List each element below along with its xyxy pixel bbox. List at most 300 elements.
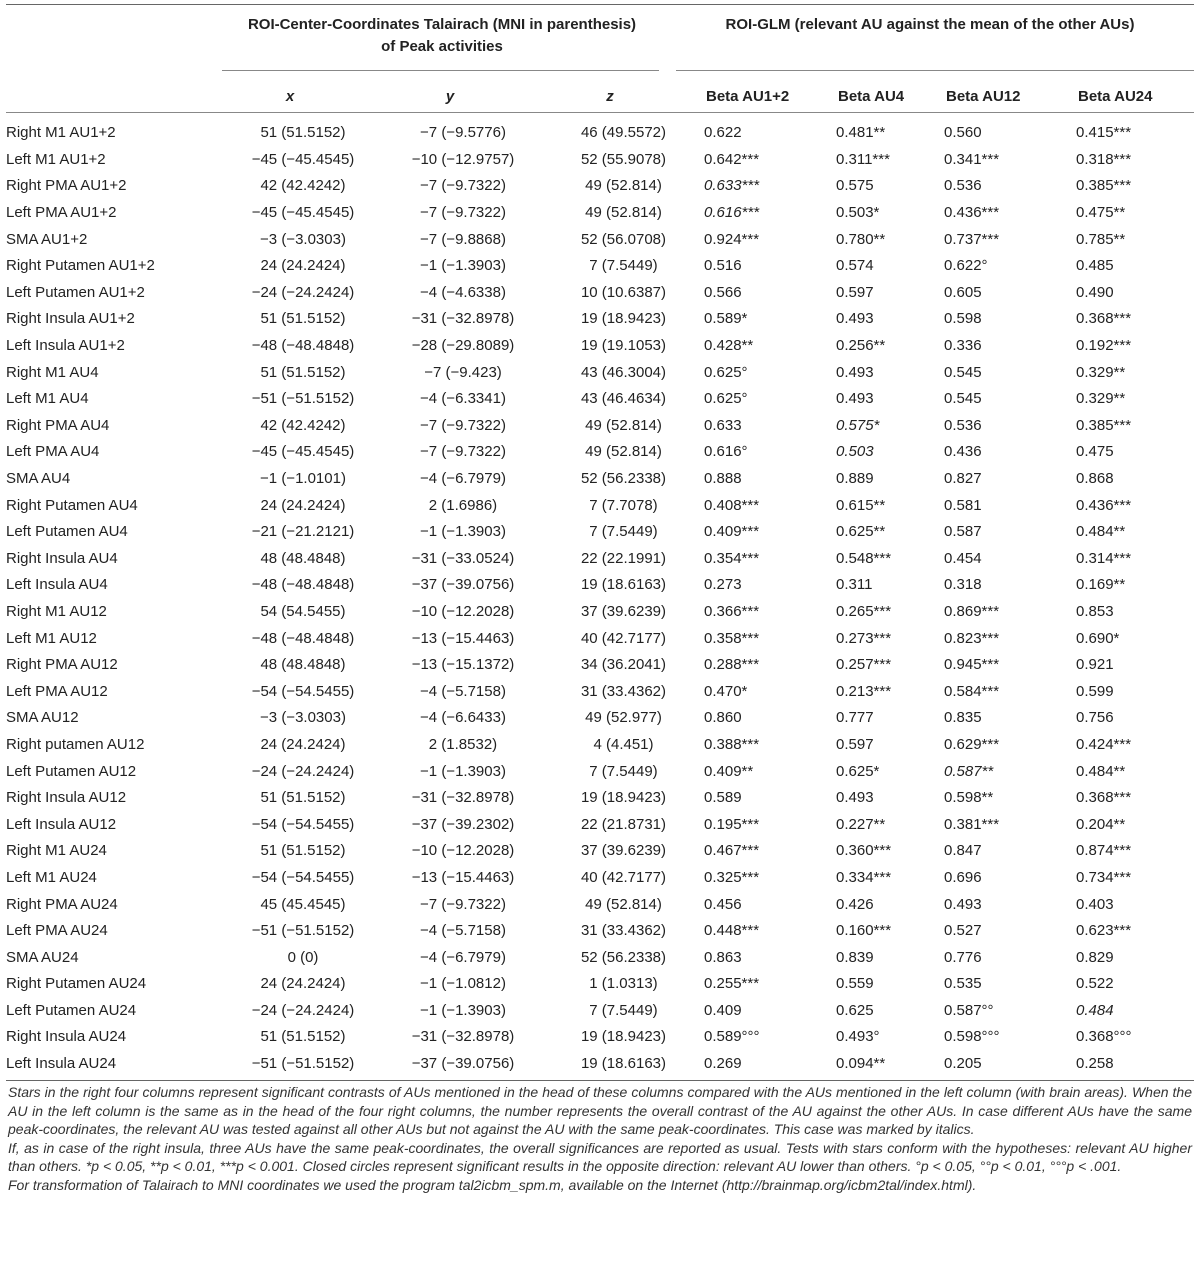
beta-au1-2-cell: 0.195***	[704, 815, 760, 833]
footnote-1: Stars in the right four columns represent significant contrasts of AUs mentioned in the head of these columns compared with the AUs mentioned in the left column (with brain areas). When the AU in the left column is the same as in the head of the four right columns, the number represents the overall contrast of the AU against the other AUs. In case different AUs have the same peak-coordinates, the relevant AU was tested against all other AUs but not against the AU with the same peak-coordinates. This case was marked by italics.	[8, 1084, 1192, 1137]
region-cell: Right M1 AU12	[6, 602, 107, 620]
beta-au1-2-cell: 0.456	[704, 895, 742, 913]
beta-au4-cell: 0.360***	[836, 842, 892, 860]
beta-au1-2-cell: 0.633***	[704, 177, 760, 195]
z-cell: 49 (52.814)	[585, 416, 662, 434]
beta-au12-cell: 0.737***	[944, 230, 1000, 248]
beta-au4-cell: 0.615**	[836, 496, 886, 514]
x-cell: −48 (−48.4848)	[251, 629, 355, 647]
beta-au4-cell: 0.503*	[836, 204, 880, 222]
beta-au1-2-cell: 0.255***	[704, 975, 760, 993]
y-cell: −1 (−1.0812)	[420, 975, 506, 993]
table-row	[6, 306, 1194, 333]
beta-au1-2-cell: 0.863	[704, 948, 742, 966]
y-cell: −1 (−1.3903)	[420, 257, 506, 275]
table-row	[6, 599, 1194, 626]
y-cell: −13 (−15.4463)	[411, 629, 515, 647]
beta-au4-cell: 0.597	[836, 735, 874, 753]
x-cell: −51 (−51.5152)	[251, 922, 355, 940]
x-cell: 51 (51.5152)	[260, 842, 346, 860]
beta-au12-cell: 0.587**	[944, 762, 994, 780]
table-row	[6, 678, 1194, 705]
beta-au4-cell: 0.889	[836, 470, 874, 488]
region-cell: Left PMA AU4	[6, 443, 100, 461]
z-cell: 31 (33.4362)	[580, 682, 667, 700]
z-cell: 22 (21.8731)	[580, 815, 667, 833]
table-row	[6, 838, 1194, 865]
column-header-beta-au4: Beta AU4	[838, 88, 905, 105]
x-cell: −45 (−45.4545)	[251, 443, 355, 461]
beta-au24-cell: 0.599	[1076, 682, 1114, 700]
y-cell: −1 (−1.3903)	[420, 523, 506, 541]
beta-au24-cell: 0.192***	[1076, 337, 1132, 355]
region-cell: Right PMA AU1+2	[6, 177, 127, 195]
beta-au24-cell: 0.868	[1076, 470, 1114, 488]
z-cell: 37 (39.6239)	[580, 842, 667, 860]
x-cell: −21 (−21.2121)	[251, 523, 355, 541]
y-cell: −31 (−33.0524)	[411, 549, 515, 567]
beta-au12-cell: 0.536	[944, 416, 982, 434]
z-cell: 19 (18.9423)	[580, 789, 667, 807]
x-cell: 24 (24.2424)	[260, 496, 346, 514]
z-cell: 19 (19.1053)	[580, 337, 667, 355]
x-cell: −51 (−51.5152)	[251, 390, 355, 408]
region-cell: Left M1 AU24	[6, 868, 97, 886]
beta-au4-cell: 0.493	[836, 789, 874, 807]
y-cell: −7 (−9.7322)	[420, 177, 506, 195]
y-cell: −13 (−15.4463)	[411, 868, 515, 886]
beta-au24-cell: 0.921	[1076, 656, 1114, 674]
region-cell: Right Putamen AU1+2	[6, 257, 155, 275]
beta-au4-cell: 0.597	[836, 283, 874, 301]
y-cell: −31 (−32.8978)	[411, 310, 515, 328]
z-cell: 52 (55.9078)	[580, 150, 667, 168]
region-cell: Right Insula AU4	[6, 549, 118, 567]
region-cell: Right M1 AU4	[6, 363, 99, 381]
beta-au12-cell: 0.205	[944, 1055, 982, 1073]
y-cell: −10 (−12.9757)	[411, 150, 515, 168]
beta-au1-2-cell: 0.516	[704, 257, 742, 275]
beta-au24-cell: 0.874***	[1076, 842, 1132, 860]
beta-au24-cell: 0.756	[1076, 709, 1114, 727]
y-cell: −10 (−12.2028)	[411, 602, 515, 620]
y-cell: 2 (1.6986)	[428, 496, 498, 514]
beta-au4-cell: 0.625**	[836, 523, 886, 541]
y-cell: −7 (−9.7322)	[420, 416, 506, 434]
beta-au24-cell: 0.329**	[1076, 390, 1126, 408]
beta-au4-cell: 0.213***	[836, 682, 892, 700]
beta-au24-cell: 0.785**	[1076, 230, 1126, 248]
y-cell: −37 (−39.0756)	[411, 1055, 515, 1073]
region-cell: Left Insula AU24	[6, 1055, 117, 1073]
beta-au1-2-cell: 0.354***	[704, 549, 760, 567]
y-cell: −1 (−1.3903)	[420, 1001, 506, 1019]
y-cell: −4 (−5.7158)	[420, 922, 506, 940]
y-cell: −7 (−9.8868)	[420, 230, 506, 248]
x-cell: −24 (−24.2424)	[251, 762, 355, 780]
beta-au12-cell: 0.545	[944, 390, 982, 408]
region-cell: Left Insula AU12	[6, 815, 117, 833]
table-row	[6, 572, 1194, 599]
table-row	[6, 173, 1194, 200]
y-cell: −7 (−9.7322)	[420, 204, 506, 222]
beta-au24-cell: 0.522	[1076, 975, 1114, 993]
z-cell: 7 (7.7078)	[589, 496, 658, 514]
region-cell: Left Insula AU1+2	[6, 337, 125, 355]
group-header-coordinates: ROI-Center-Coordinates Talairach (MNI in parenthesis) of Peak activities	[247, 16, 637, 55]
z-cell: 22 (22.1991)	[580, 549, 667, 567]
beta-au12-cell: 0.560	[944, 124, 982, 142]
beta-au12-cell: 0.454	[944, 549, 982, 567]
x-cell: 51 (51.5152)	[260, 124, 346, 142]
beta-au12-cell: 0.945***	[944, 656, 1000, 674]
beta-au4-cell: 0.227**	[836, 815, 886, 833]
beta-au4-cell: 0.311***	[836, 150, 890, 168]
region-cell: Left Putamen AU4	[6, 523, 128, 541]
beta-au4-cell: 0.257***	[836, 656, 892, 674]
beta-au4-cell: 0.780**	[836, 230, 886, 248]
table-row	[6, 519, 1194, 546]
beta-au24-cell: 0.204**	[1076, 815, 1126, 833]
y-cell: −7 (−9.7322)	[420, 895, 506, 913]
beta-au24-cell: 0.329**	[1076, 363, 1126, 381]
table-row	[6, 785, 1194, 812]
beta-au12-cell: 0.318	[944, 576, 982, 594]
x-cell: −48 (−48.4848)	[251, 337, 355, 355]
region-cell: Left PMA AU1+2	[6, 204, 117, 222]
x-cell: −54 (−54.5455)	[251, 868, 355, 886]
beta-au1-2-cell: 0.366***	[704, 602, 760, 620]
beta-au1-2-cell: 0.288***	[704, 656, 760, 674]
beta-au4-cell: 0.493°	[836, 1028, 880, 1046]
z-cell: 4 (4.451)	[593, 735, 654, 753]
y-cell: −1 (−1.3903)	[420, 762, 506, 780]
x-cell: 51 (51.5152)	[260, 789, 346, 807]
beta-au4-cell: 0.426	[836, 895, 874, 913]
beta-au12-cell: 0.869***	[944, 602, 1000, 620]
x-cell: −51 (−51.5152)	[251, 1055, 355, 1073]
y-cell: −4 (−6.3341)	[420, 390, 506, 408]
beta-au24-cell: 0.368***	[1076, 789, 1132, 807]
beta-au12-cell: 0.776	[944, 948, 982, 966]
beta-au1-2-cell: 0.448***	[704, 922, 760, 940]
beta-au12-cell: 0.587	[944, 523, 982, 541]
region-cell: Right Insula AU1+2	[6, 310, 135, 328]
footnote-2: If, as in case of the right insula, three AUs have the same peak-coordinates, the overall significances are reported as usual. Tests with stars conform with the hypotheses: relevant AU higher than others. *p < 0.05, **p < 0.01, ***p < 0.001. Closed circles represent significant results in the opposite direction: relevant AU lower than others. °p < 0.05, °°p < 0.01, °°°p < .001.	[8, 1139, 1192, 1174]
z-cell: 49 (52.814)	[585, 895, 662, 913]
beta-au1-2-cell: 0.633	[704, 416, 742, 434]
beta-au12-cell: 0.629***	[944, 735, 1000, 753]
y-cell: −4 (−6.7979)	[420, 470, 506, 488]
beta-au1-2-cell: 0.616°	[704, 443, 748, 461]
region-cell: SMA AU12	[6, 709, 79, 727]
beta-au12-cell: 0.847	[944, 842, 982, 860]
region-cell: Left Putamen AU12	[6, 762, 137, 780]
z-cell: 7 (7.5449)	[589, 257, 658, 275]
beta-au12-cell: 0.584***	[944, 682, 1000, 700]
beta-au24-cell: 0.623***	[1076, 922, 1132, 940]
z-cell: 19 (18.6163)	[580, 576, 667, 594]
table-row	[6, 120, 1194, 147]
x-cell: −54 (−54.5455)	[251, 815, 355, 833]
beta-au1-2-cell: 0.269	[704, 1055, 742, 1073]
beta-au24-cell: 0.734***	[1076, 868, 1132, 886]
beta-au24-cell: 0.258	[1076, 1055, 1114, 1073]
x-cell: −24 (−24.2424)	[251, 283, 355, 301]
y-cell: −31 (−32.8978)	[411, 789, 515, 807]
beta-au4-cell: 0.493	[836, 310, 874, 328]
z-cell: 37 (39.6239)	[580, 602, 667, 620]
beta-au1-2-cell: 0.589°°°	[704, 1028, 760, 1046]
beta-au12-cell: 0.581	[944, 496, 982, 514]
table-row	[6, 758, 1194, 785]
column-header-z: z	[606, 88, 614, 105]
z-cell: 49 (52.977)	[585, 709, 662, 727]
z-cell: 52 (56.2338)	[580, 470, 667, 488]
x-cell: 24 (24.2424)	[260, 975, 346, 993]
beta-au24-cell: 0.415***	[1076, 124, 1132, 142]
x-cell: 51 (51.5152)	[260, 1028, 346, 1046]
beta-au24-cell: 0.490	[1076, 283, 1114, 301]
y-cell: −31 (−32.8978)	[411, 1028, 515, 1046]
beta-au24-cell: 0.690*	[1076, 629, 1120, 647]
column-header-beta-au1-2: Beta AU1+2	[706, 88, 790, 105]
beta-au12-cell: 0.835	[944, 709, 982, 727]
y-cell: −37 (−39.0756)	[411, 576, 515, 594]
beta-au24-cell: 0.475	[1076, 443, 1114, 461]
beta-au12-cell: 0.436	[944, 443, 982, 461]
y-cell: −28 (−29.8089)	[411, 337, 515, 355]
beta-au24-cell: 0.436***	[1076, 496, 1132, 514]
table-row	[6, 386, 1194, 413]
beta-au4-cell: 0.575*	[836, 416, 880, 434]
beta-au1-2-cell: 0.625°	[704, 390, 748, 408]
z-cell: 7 (7.5449)	[589, 523, 658, 541]
beta-au1-2-cell: 0.409**	[704, 762, 754, 780]
column-header-y: y	[445, 88, 455, 105]
beta-au12-cell: 0.622°	[944, 257, 988, 275]
region-cell: Right M1 AU1+2	[6, 124, 116, 142]
region-cell: Left Insula AU4	[6, 576, 108, 594]
region-cell: Left Putamen AU1+2	[6, 283, 145, 301]
table-row	[6, 732, 1194, 759]
group-rule-coordinates	[222, 70, 659, 71]
beta-au1-2-cell: 0.409***	[704, 523, 760, 541]
x-cell: 48 (48.4848)	[260, 656, 346, 674]
x-cell: −3 (−3.0303)	[260, 709, 346, 727]
column-header-x: x	[285, 88, 295, 105]
beta-au4-cell: 0.256**	[836, 337, 886, 355]
beta-au24-cell: 0.403	[1076, 895, 1114, 913]
z-cell: 19 (18.6163)	[580, 1055, 667, 1073]
region-cell: Left M1 AU12	[6, 629, 97, 647]
beta-au12-cell: 0.696	[944, 868, 982, 886]
beta-au24-cell: 0.368***	[1076, 310, 1132, 328]
beta-au24-cell: 0.484**	[1076, 523, 1126, 541]
z-cell: 49 (52.814)	[585, 204, 662, 222]
beta-au1-2-cell: 0.428**	[704, 337, 754, 355]
beta-au1-2-cell: 0.358***	[704, 629, 760, 647]
beta-au12-cell: 0.605	[944, 283, 982, 301]
table-row	[6, 865, 1194, 892]
x-cell: 51 (51.5152)	[260, 363, 346, 381]
beta-au4-cell: 0.575	[836, 177, 874, 195]
y-cell: −37 (−39.2302)	[411, 815, 515, 833]
y-cell: −10 (−12.2028)	[411, 842, 515, 860]
x-cell: 24 (24.2424)	[260, 735, 346, 753]
beta-au24-cell: 0.485	[1076, 257, 1114, 275]
beta-au24-cell: 0.829	[1076, 948, 1114, 966]
beta-au1-2-cell: 0.616***	[704, 204, 760, 222]
x-cell: −3 (−3.0303)	[260, 230, 346, 248]
beta-au1-2-cell: 0.467***	[704, 842, 760, 860]
region-cell: Right PMA AU24	[6, 895, 118, 913]
beta-au12-cell: 0.545	[944, 363, 982, 381]
beta-au1-2-cell: 0.642***	[704, 150, 760, 168]
beta-au4-cell: 0.160***	[836, 922, 892, 940]
x-cell: −45 (−45.4545)	[251, 150, 355, 168]
beta-au24-cell: 0.368°°°	[1076, 1028, 1132, 1046]
x-cell: 0 (0)	[287, 948, 319, 966]
region-cell: Right Putamen AU4	[6, 496, 138, 514]
table-row	[6, 466, 1194, 493]
table-row	[6, 359, 1194, 386]
x-cell: 51 (51.5152)	[260, 310, 346, 328]
y-cell: −13 (−15.1372)	[411, 656, 515, 674]
z-cell: 31 (33.4362)	[580, 922, 667, 940]
region-cell: SMA AU4	[6, 470, 71, 488]
table-row	[6, 811, 1194, 838]
y-cell: −7 (−9.7322)	[420, 443, 506, 461]
x-cell: −24 (−24.2424)	[251, 1001, 355, 1019]
beta-au4-cell: 0.777	[836, 709, 874, 727]
beta-au4-cell: 0.493	[836, 363, 874, 381]
beta-au4-cell: 0.548***	[836, 549, 892, 567]
table-footnotes	[8, 1083, 1192, 1194]
beta-au12-cell: 0.598**	[944, 789, 994, 807]
z-cell: 52 (56.2338)	[580, 948, 667, 966]
table-row	[6, 971, 1194, 998]
table-row	[6, 546, 1194, 573]
region-cell: Left PMA AU24	[6, 922, 108, 940]
beta-au4-cell: 0.334***	[836, 868, 892, 886]
group-header-glm: ROI-GLM (relevant AU against the mean of the other AUs)	[725, 16, 1135, 33]
z-cell: 7 (7.5449)	[589, 1001, 658, 1019]
x-cell: 42 (42.4242)	[260, 416, 346, 434]
z-cell: 46 (49.5572)	[580, 124, 667, 142]
beta-au1-2-cell: 0.625°	[704, 363, 748, 381]
beta-au1-2-cell: 0.409	[704, 1001, 742, 1019]
column-header-beta-au24: Beta AU24	[1078, 88, 1153, 105]
beta-au1-2-cell: 0.924***	[704, 230, 760, 248]
beta-au1-2-cell: 0.589*	[704, 310, 748, 328]
beta-au12-cell: 0.536	[944, 177, 982, 195]
table-row	[6, 439, 1194, 466]
z-cell: 7 (7.5449)	[589, 762, 658, 780]
y-cell: −4 (−6.7979)	[420, 948, 506, 966]
z-cell: 19 (18.9423)	[580, 310, 667, 328]
beta-au12-cell: 0.493	[944, 895, 982, 913]
table-row	[6, 200, 1194, 227]
region-cell: Right M1 AU24	[6, 842, 107, 860]
beta-au12-cell: 0.587°°	[944, 1001, 994, 1019]
x-cell: 48 (48.4848)	[260, 549, 346, 567]
beta-au4-cell: 0.625*	[836, 762, 880, 780]
table-row	[6, 492, 1194, 519]
top-rule	[6, 4, 1194, 5]
beta-au24-cell: 0.385***	[1076, 177, 1132, 195]
beta-au4-cell: 0.273***	[836, 629, 892, 647]
beta-au24-cell: 0.318***	[1076, 150, 1132, 168]
table-row	[6, 998, 1194, 1025]
beta-au4-cell: 0.481**	[836, 124, 886, 142]
table-row	[6, 891, 1194, 918]
beta-au1-2-cell: 0.470*	[704, 682, 748, 700]
region-cell: SMA AU1+2	[6, 230, 88, 248]
beta-au24-cell: 0.314***	[1076, 549, 1132, 567]
table-row	[6, 1024, 1194, 1051]
beta-au12-cell: 0.381***	[944, 815, 1000, 833]
region-cell: Right Insula AU12	[6, 789, 127, 807]
beta-au4-cell: 0.493	[836, 390, 874, 408]
region-cell: Left M1 AU4	[6, 390, 89, 408]
table-row	[6, 1051, 1194, 1078]
table-row	[6, 705, 1194, 732]
y-cell: −4 (−4.6338)	[420, 283, 506, 301]
column-header-beta-au12: Beta AU12	[946, 88, 1021, 105]
region-cell: Right Insula AU24	[6, 1028, 127, 1046]
beta-au1-2-cell: 0.589	[704, 789, 742, 807]
beta-au12-cell: 0.436***	[944, 204, 1000, 222]
y-cell: −7 (−9.5776)	[420, 124, 506, 142]
region-cell: Left M1 AU1+2	[6, 150, 106, 168]
data-table	[6, 120, 1194, 1077]
beta-au12-cell: 0.598	[944, 310, 982, 328]
beta-au1-2-cell: 0.888	[704, 470, 742, 488]
x-cell: 24 (24.2424)	[260, 257, 346, 275]
beta-au4-cell: 0.559	[836, 975, 874, 993]
beta-au4-cell: 0.094**	[836, 1055, 886, 1073]
beta-au24-cell: 0.484**	[1076, 762, 1126, 780]
z-cell: 10 (10.6387)	[580, 283, 667, 301]
region-cell: SMA AU24	[6, 948, 79, 966]
beta-au24-cell: 0.169**	[1076, 576, 1126, 594]
x-cell: −54 (−54.5455)	[251, 682, 355, 700]
beta-au1-2-cell: 0.860	[704, 709, 742, 727]
beta-au4-cell: 0.839	[836, 948, 874, 966]
region-cell: Right Putamen AU24	[6, 975, 147, 993]
bottom-rule	[6, 1080, 1194, 1081]
table-row	[6, 413, 1194, 440]
beta-au1-2-cell: 0.622	[704, 124, 742, 142]
beta-au4-cell: 0.574	[836, 257, 874, 275]
beta-au12-cell: 0.823***	[944, 629, 1000, 647]
beta-au1-2-cell: 0.273	[704, 576, 742, 594]
header-rule	[6, 112, 1194, 113]
beta-au4-cell: 0.503	[836, 443, 874, 461]
beta-au12-cell: 0.535	[944, 975, 982, 993]
x-cell: −1 (−1.0101)	[260, 470, 346, 488]
table-row	[6, 333, 1194, 360]
region-cell: Left Putamen AU24	[6, 1001, 137, 1019]
z-cell: 49 (52.814)	[585, 443, 662, 461]
table-row	[6, 226, 1194, 253]
z-cell: 43 (46.4634)	[580, 390, 667, 408]
beta-au12-cell: 0.527	[944, 922, 982, 940]
x-cell: 54 (54.5455)	[260, 602, 346, 620]
beta-au12-cell: 0.827	[944, 470, 982, 488]
y-cell: 2 (1.8532)	[428, 735, 498, 753]
